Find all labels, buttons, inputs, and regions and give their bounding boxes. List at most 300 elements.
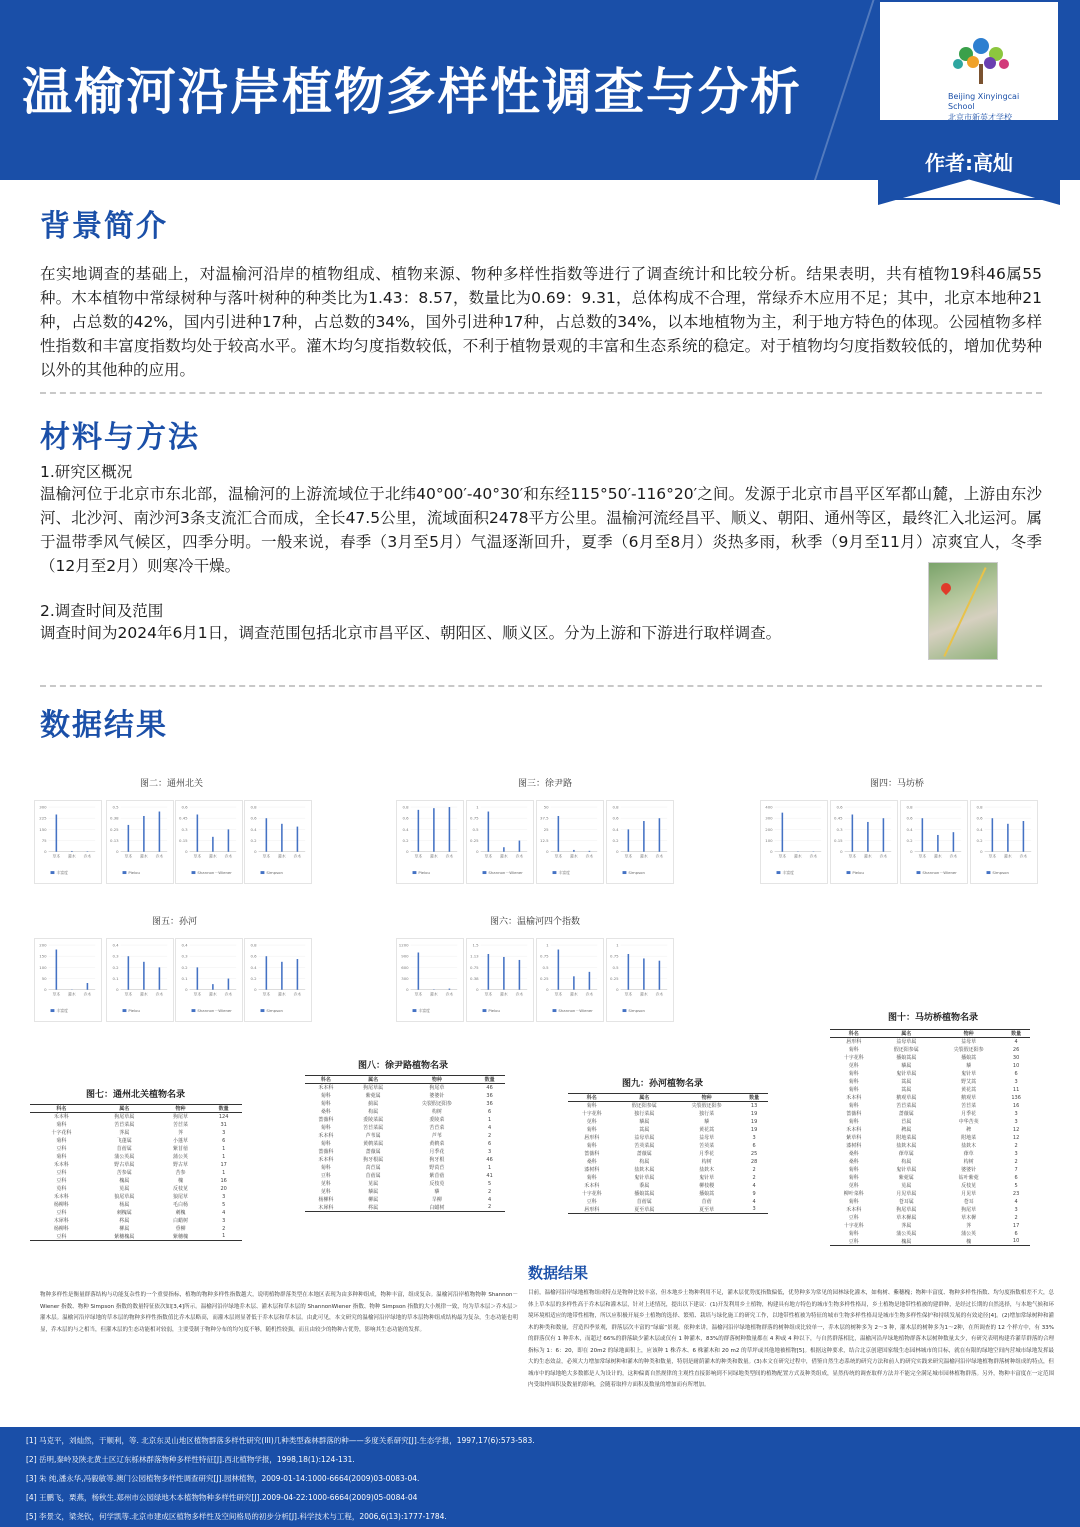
table-cell: 唇形科 xyxy=(846,1039,862,1046)
legend-label: Simpson xyxy=(628,1008,645,1014)
table-row xyxy=(305,1164,505,1172)
bar xyxy=(71,851,73,852)
x-tick-label: 灌木 xyxy=(863,853,872,859)
table-cell: 槐 xyxy=(177,1178,183,1184)
x-tick-label: 乔木 xyxy=(445,853,454,859)
bar xyxy=(488,812,490,852)
x-tick-label: 草本 xyxy=(778,853,787,859)
table-cell: 苜蓿属 xyxy=(365,1173,381,1179)
table-cell: 杨属 xyxy=(119,1202,130,1208)
mini-bar-chart xyxy=(244,938,312,1022)
table-cell: 藜属 xyxy=(368,1189,379,1195)
y-tick-label: 0.25 xyxy=(610,976,619,981)
table-header-cell: 数量 xyxy=(218,1106,229,1112)
table-row xyxy=(830,1118,1030,1126)
y-tick-label: 0 xyxy=(616,849,619,855)
table-cell: 25 xyxy=(750,1150,758,1157)
legend-swatch xyxy=(483,1009,487,1012)
table-cell: 草木樨 xyxy=(961,1215,977,1221)
x-tick-label: 乔木 xyxy=(293,853,302,859)
y-tick-label: 0 xyxy=(116,987,119,993)
legend-swatch xyxy=(51,871,55,874)
table-cell: 苋属 xyxy=(901,1183,912,1189)
table-cell: 28 xyxy=(750,1158,758,1165)
y-tick-label: 0 xyxy=(980,849,983,855)
table-cell: 紫菀属 xyxy=(365,1093,381,1099)
table-cell: 播娘蒿属 xyxy=(634,1191,655,1197)
table-row xyxy=(305,1084,505,1092)
y-tick-label: 0 xyxy=(406,849,409,855)
table-cell: 紫穗槐属 xyxy=(114,1233,135,1240)
table-row xyxy=(568,1206,768,1214)
table-row xyxy=(830,1238,1030,1246)
table-cell: 12 xyxy=(1012,1126,1020,1133)
y-tick-label: 0.6 xyxy=(612,815,619,821)
table-cell: 菊科 xyxy=(320,1141,331,1147)
x-tick-label: 灌木 xyxy=(793,853,802,859)
table-cell: 构属 xyxy=(368,1109,379,1115)
table-cell: 盐麸木属 xyxy=(634,1167,655,1173)
y-tick-label: 0.1 xyxy=(112,976,119,981)
table-cell: 蔷薇科 xyxy=(846,1111,862,1117)
table-cell: 1 xyxy=(488,1164,492,1171)
table-cell: 附地菜 xyxy=(961,1135,977,1141)
table-cell: 藜 xyxy=(434,1189,440,1195)
bar xyxy=(589,851,591,852)
section-title-results: 数据结果 xyxy=(40,708,168,743)
table-row xyxy=(830,1126,1030,1134)
table-cell: 黄花蒿 xyxy=(961,1087,977,1093)
x-tick-label: 乔木 xyxy=(585,853,594,859)
y-tick-label: 0.75 xyxy=(610,953,619,959)
table-row xyxy=(830,1198,1030,1206)
table-row xyxy=(305,1132,505,1140)
table-row xyxy=(568,1174,768,1182)
table-cell: 1 xyxy=(488,1116,492,1123)
chart-group-title: 图四：马坊桥 xyxy=(870,779,925,789)
table-row xyxy=(305,1148,505,1156)
y-tick-label: 50 xyxy=(41,976,47,981)
table-cell: 豆科 xyxy=(848,1238,859,1245)
mini-bar-chart xyxy=(606,938,674,1022)
bar xyxy=(503,847,505,851)
bar xyxy=(589,972,591,990)
bar xyxy=(782,813,784,852)
x-tick-label: 灌木 xyxy=(499,991,508,997)
table-cell: 婆婆针 xyxy=(961,1167,977,1173)
table-row xyxy=(830,1110,1030,1118)
table-cell: 蒲公英 xyxy=(172,1154,188,1160)
x-tick-label: 草本 xyxy=(52,991,61,997)
table-cell: 2 xyxy=(752,1166,756,1173)
divider xyxy=(40,392,1042,394)
y-tick-label: 0.25 xyxy=(110,826,119,832)
table-cell: 野艾蒿 xyxy=(961,1079,977,1085)
y-tick-label: 0.6 xyxy=(250,953,257,959)
mini-bar-chart xyxy=(34,800,102,884)
poster-title: 温榆河沿岸植物多样性调查与分析 xyxy=(22,63,802,121)
mini-bar-chart xyxy=(175,938,243,1022)
table-row xyxy=(30,1129,242,1137)
table-cell: 禾本科 xyxy=(846,1207,862,1213)
x-tick-label: 乔木 xyxy=(224,991,233,997)
legend-label: 丰富度 xyxy=(418,1008,430,1014)
table-caption: 图九：孙河植物名录 xyxy=(622,1079,704,1089)
table-row xyxy=(30,1137,242,1145)
table-cell: 紫穗槐 xyxy=(172,1233,188,1240)
bar xyxy=(56,950,58,990)
mini-bar-chart xyxy=(970,800,1038,884)
table-row xyxy=(568,1166,768,1174)
table-row xyxy=(568,1110,768,1118)
table-cell: 3 xyxy=(1014,1118,1018,1125)
table-row xyxy=(830,1206,1030,1214)
y-tick-label: 1.5 xyxy=(472,942,479,948)
table-cell: 6 xyxy=(488,1140,492,1147)
reference-item: [3] 朱 纯,潘永华,冯毅敏等.澳门公园植物多样性调查研究[J].园林植物，2009-01-14:1000-6664(2009)03-0083-04. xyxy=(26,1474,420,1483)
mini-bar-chart xyxy=(34,938,102,1022)
table-row xyxy=(830,1230,1030,1238)
table-cell: 莴苣属 xyxy=(365,1165,381,1171)
mini-bar-chart xyxy=(175,800,243,884)
table-cell: 紫菀属 xyxy=(898,1175,914,1181)
table-row xyxy=(305,1172,505,1180)
mini-bar-chart xyxy=(830,800,898,884)
x-tick-label: 灌木 xyxy=(1003,853,1012,859)
bar xyxy=(56,815,58,852)
table-row xyxy=(830,1182,1030,1190)
legend-label: Simpson xyxy=(628,870,645,876)
table-row xyxy=(830,1222,1030,1230)
legend-label: Pielou xyxy=(128,870,140,876)
table-cell: 苦参属 xyxy=(116,1170,132,1176)
table-cell: 蒿属 xyxy=(901,1079,912,1085)
table-cell: 月季花 xyxy=(429,1149,445,1155)
x-tick-label: 灌木 xyxy=(67,853,76,859)
legend-label: Shannon－Wiener xyxy=(197,870,232,876)
diversity-discussion: 物种多样性是衡量群落结构与功能复杂性的一个重要指标，植物的物种多样性指数越大，说明植物群落类型在本地区表现为由多种种组成，物种丰富，组成复杂。温榆河沿岸植物物种 Shannon－Wiener 指数、物种 Simpson 指数的数量特征依次如[3,4]所示。温榆河沿岸绿地乔木层、灌木层和草本层的 ShannonWiener 指数、物种 Simpson 指数的大小规律一致，均为草本层＞乔木层＞灌木层。温榆河沿岸绿地的草本层的物种多样性指数值比乔木层略高，而灌木层则显著低于乔木层和草本层。由此可见，本文研究的温榆河沿岸绿地的草本层物种组成结构最为复杂，生态功能也明显，乔木层的与之相当，但灌木层的生态功能相对较弱，主要受制于物种分布的均匀度不够，随机性较强，而且由较少的物种占优势，影响其生态功能的发挥。 xyxy=(40,1292,518,1333)
y-tick-label: 0.25 xyxy=(540,976,549,981)
table-cell: 槐 xyxy=(966,1238,972,1245)
legend-label: 丰富度 xyxy=(558,870,570,876)
bar xyxy=(143,816,145,852)
table-cell: 播娘蒿属 xyxy=(896,1055,917,1061)
table-row xyxy=(568,1158,768,1166)
x-tick-label: 灌木 xyxy=(208,991,217,997)
table-cell: 豆科 xyxy=(320,1173,331,1179)
table-row xyxy=(830,1142,1030,1150)
bar xyxy=(659,818,661,851)
table-cell: 狼尾草属 xyxy=(114,1194,135,1200)
y-tick-label: 0.2 xyxy=(906,838,913,843)
table-row xyxy=(830,1086,1030,1094)
legend-swatch xyxy=(847,871,851,874)
table-cell: 19 xyxy=(750,1110,758,1117)
table-cell: 苦苣菜 xyxy=(172,1122,188,1128)
x-tick-label: 灌木 xyxy=(208,853,217,859)
table-cell: 苋科 xyxy=(56,1186,67,1192)
table-cell: 荠 xyxy=(966,1223,972,1229)
table-row xyxy=(568,1134,768,1142)
bar xyxy=(558,816,560,852)
y-tick-label: 300 xyxy=(401,976,409,981)
mini-bar-chart xyxy=(606,800,674,884)
table-cell: 月见草属 xyxy=(896,1191,917,1197)
table-cell: 月季花 xyxy=(699,1151,715,1157)
table-cell: 1 xyxy=(222,1169,226,1176)
bar xyxy=(852,815,854,852)
table-row xyxy=(30,1201,242,1209)
table-cell: 月见草 xyxy=(961,1191,977,1197)
legend-swatch xyxy=(917,871,921,874)
table-cell: 构树 xyxy=(701,1159,712,1165)
bar xyxy=(643,958,645,989)
table-cell: 杨柳科 xyxy=(53,1202,69,1208)
table-row xyxy=(568,1198,768,1206)
map-pin-icon xyxy=(939,581,953,595)
table-row xyxy=(830,1038,1030,1046)
mini-bar-chart xyxy=(536,938,604,1022)
table-row xyxy=(830,1134,1030,1142)
y-tick-label: 300 xyxy=(39,804,47,810)
y-tick-label: 200 xyxy=(765,826,773,832)
bar xyxy=(992,818,994,851)
table-cell: 苋科 xyxy=(848,1063,859,1069)
table-cell: 假还阳参属 xyxy=(893,1047,919,1053)
y-tick-label: 0.3 xyxy=(112,953,119,959)
table-cell: 11 xyxy=(1012,1086,1020,1093)
table-cell: 狗尾草属 xyxy=(114,1114,135,1121)
x-tick-label: 乔木 xyxy=(224,853,233,859)
table-cell: 紫草科 xyxy=(846,1135,862,1141)
y-tick-label: 0.13 xyxy=(110,838,119,843)
bar xyxy=(643,821,645,852)
table-row xyxy=(30,1169,242,1177)
y-tick-label: 0.5 xyxy=(612,964,619,970)
table-cell: 木犀科 xyxy=(318,1204,334,1211)
y-tick-label: 0.8 xyxy=(612,804,619,810)
y-tick-label: 0.2 xyxy=(250,838,257,843)
table-cell: 荠属 xyxy=(901,1223,912,1229)
table-cell: 紫苜蓿 xyxy=(429,1173,445,1179)
bar xyxy=(488,954,490,990)
table-cell: 苋属 xyxy=(119,1186,130,1192)
table-cell: 野莴苣 xyxy=(429,1165,445,1171)
y-tick-label: 0.4 xyxy=(250,964,257,970)
table-cell: 41 xyxy=(486,1172,493,1179)
table-cell: 鬼针草 xyxy=(699,1175,715,1181)
table-cell: 狗尾草 xyxy=(172,1114,188,1121)
bar xyxy=(628,954,630,990)
table-cell: 鬼针草 xyxy=(961,1071,977,1077)
y-tick-label: 0.2 xyxy=(402,838,409,843)
table-row xyxy=(305,1180,505,1188)
table-cell: 禾本科 xyxy=(846,1095,862,1101)
y-tick-label: 100 xyxy=(765,838,773,843)
table-row xyxy=(30,1121,242,1129)
x-tick-label: 草本 xyxy=(262,991,271,997)
table-cell: 豆科 xyxy=(56,1178,67,1184)
table-header-cell: 属名 xyxy=(901,1031,912,1037)
map-road xyxy=(943,567,986,657)
y-tick-label: 0 xyxy=(254,849,257,855)
bar xyxy=(212,984,214,990)
table-cell: 白蜡树 xyxy=(429,1204,445,1211)
mini-bar-chart xyxy=(396,938,464,1022)
table-cell: 苍耳 xyxy=(963,1199,974,1205)
reference-item: [5] 李景文，梁尧钦，何学凯等.北京市建成区植物多样性及空间格局的初步分析[J].科学技术与工程，2006,6(13):1777-1784. xyxy=(26,1512,447,1521)
table-row xyxy=(305,1124,505,1132)
table-cell: 播娘蒿 xyxy=(961,1055,977,1061)
bar xyxy=(418,810,420,852)
table-cell: 小蓬草 xyxy=(172,1138,188,1144)
table-cell: 6 xyxy=(1014,1174,1018,1181)
table-cell: 黄鹌菜属 xyxy=(363,1141,384,1147)
table-row xyxy=(830,1102,1030,1110)
table-cell: 菊科 xyxy=(848,1103,859,1109)
x-tick-label: 草本 xyxy=(484,853,493,859)
table-cell: 独行菜 xyxy=(699,1111,715,1117)
y-tick-label: 50 xyxy=(543,804,549,810)
table-row xyxy=(305,1196,505,1204)
table-cell: 十字花科 xyxy=(843,1223,864,1229)
table-cell: 124 xyxy=(218,1113,229,1120)
table-cell: 桑科 xyxy=(848,1151,859,1157)
y-tick-label: 0.1 xyxy=(181,976,188,981)
reference-item: [4] 王鹏飞，栗燕，杨秋生.郑州市公园绿地木本植物物种多样性研究[J].2009-04-22:1000-6664(2009)05-0084-04 xyxy=(26,1493,418,1502)
mini-bar-chart xyxy=(466,800,534,884)
chart-group-title: 图五：孙河 xyxy=(152,917,198,927)
y-tick-label: 0.5 xyxy=(472,826,479,832)
table-cell: 荠 xyxy=(177,1130,183,1136)
table-cell: 20 xyxy=(220,1185,227,1192)
table-cell: 盐麸木属 xyxy=(896,1143,917,1149)
y-tick-label: 0 xyxy=(44,987,47,993)
table-cell: 柳属 xyxy=(119,1226,130,1232)
table-cell: 2 xyxy=(222,1225,226,1232)
table-cell: 狗牙根 xyxy=(429,1157,445,1163)
table-caption: 图十：马坊桥植物名录 xyxy=(888,1013,979,1023)
bar xyxy=(281,962,283,990)
legend-label: Shannon－Wiener xyxy=(488,870,523,876)
table-cell: 苜蓿属 xyxy=(636,1199,652,1205)
table-header-cell: 科名 xyxy=(848,1031,859,1037)
table-row xyxy=(830,1046,1030,1054)
bar xyxy=(519,841,521,852)
table-cell: 构树 xyxy=(431,1109,442,1115)
legend-swatch xyxy=(192,871,196,874)
table-cell: 136 xyxy=(1011,1094,1021,1101)
bar xyxy=(937,835,939,852)
table-row xyxy=(30,1225,242,1233)
x-tick-label: 乔木 xyxy=(83,853,92,859)
table-row xyxy=(830,1094,1030,1102)
bar xyxy=(1007,824,1009,852)
y-tick-label: 0.45 xyxy=(834,815,843,821)
table-cell: 4 xyxy=(1014,1038,1018,1045)
bar xyxy=(628,829,630,851)
bar xyxy=(228,829,230,851)
table-cell: 杨柳科 xyxy=(318,1197,334,1203)
mini-bar-chart xyxy=(396,800,464,884)
results-subtitle: 数据结果 xyxy=(528,1264,589,1282)
y-tick-label: 1.13 xyxy=(470,953,479,959)
chart-group-title: 图二：通州北关 xyxy=(140,779,204,789)
table-cell: 苋属 xyxy=(368,1181,379,1187)
bar xyxy=(519,960,521,990)
table-cell: 菊科 xyxy=(848,1087,859,1093)
bar xyxy=(297,959,299,990)
table-cell: 禾本科 xyxy=(53,1194,69,1200)
table-cell: 反枝苋 xyxy=(172,1186,188,1192)
table-header-cell: 科名 xyxy=(320,1077,331,1083)
table-cell: 梣属 xyxy=(119,1218,130,1224)
table-row xyxy=(305,1116,505,1124)
table-cell: 蔷薇属 xyxy=(636,1151,652,1157)
y-tick-label: 0.38 xyxy=(470,976,479,981)
table-cell: 菊科 xyxy=(320,1093,331,1099)
y-tick-label: 0 xyxy=(185,987,188,993)
y-tick-label: 0 xyxy=(476,849,479,855)
bar xyxy=(573,976,575,989)
table-cell: 鬼针草属 xyxy=(896,1167,917,1173)
table-cell: 菊科 xyxy=(320,1165,331,1171)
table-cell: 蔷薇属 xyxy=(898,1111,914,1117)
table-cell: 芦苇 xyxy=(431,1133,442,1139)
bar xyxy=(867,822,869,852)
y-tick-label: 0 xyxy=(910,849,913,855)
y-tick-label: 0.15 xyxy=(179,838,188,843)
table-cell: 白蜡树 xyxy=(172,1218,188,1224)
table-header-cell: 科名 xyxy=(586,1095,597,1101)
table-row xyxy=(830,1078,1030,1086)
table-cell: 藜属 xyxy=(639,1119,650,1125)
legend-label: Shannon－Wiener xyxy=(922,870,957,876)
y-tick-label: 0.75 xyxy=(540,953,549,959)
table-cell: 12 xyxy=(1012,1134,1020,1141)
table-cell: 禾本科 xyxy=(53,1114,69,1121)
table-cell: 槐属 xyxy=(119,1178,130,1184)
table-header-cell: 物种 xyxy=(175,1106,186,1112)
reference-item: [1] 马克平，刘灿然，于顺利，等. 北京东灵山地区植物群落多样性研究(III)几种类型森林群落的种——多度关系研究[J].生态学报，1997,17(6):573-583. xyxy=(26,1436,535,1445)
legend-label: Shannon－Wiener xyxy=(558,1008,593,1014)
legend-swatch xyxy=(413,871,417,874)
y-tick-label: 200 xyxy=(39,942,47,948)
table-row xyxy=(305,1100,505,1108)
table-cell: 蒲公英属 xyxy=(896,1231,917,1237)
table-cell: 蒲公英 xyxy=(961,1231,977,1237)
legend-label: 丰富度 xyxy=(56,1008,68,1014)
table-cell: 蔷薇科 xyxy=(318,1117,334,1123)
table-cell: 蒲公英属 xyxy=(114,1154,135,1160)
table-cell: 苦苣菜 xyxy=(961,1103,977,1109)
table-row xyxy=(568,1182,768,1190)
table-cell: 菊科 xyxy=(56,1138,67,1144)
table-cell: 5 xyxy=(1014,1182,1018,1189)
table-cell: 3 xyxy=(752,1206,756,1213)
x-tick-label: 草本 xyxy=(52,853,61,859)
table-cell: 柳叶菜科 xyxy=(843,1191,864,1197)
table-cell: 4 xyxy=(488,1124,492,1131)
table-cell: 黄鹌菜 xyxy=(429,1141,445,1147)
table-cell: 鬼针草属 xyxy=(896,1071,917,1077)
table-header-cell: 属名 xyxy=(119,1106,130,1112)
legend-swatch xyxy=(553,1009,557,1012)
table-cell: 3 xyxy=(1014,1110,1018,1117)
x-tick-label: 草本 xyxy=(988,853,997,859)
y-tick-label: 0.3 xyxy=(181,826,188,832)
table-cell: 梣属 xyxy=(368,1204,379,1211)
